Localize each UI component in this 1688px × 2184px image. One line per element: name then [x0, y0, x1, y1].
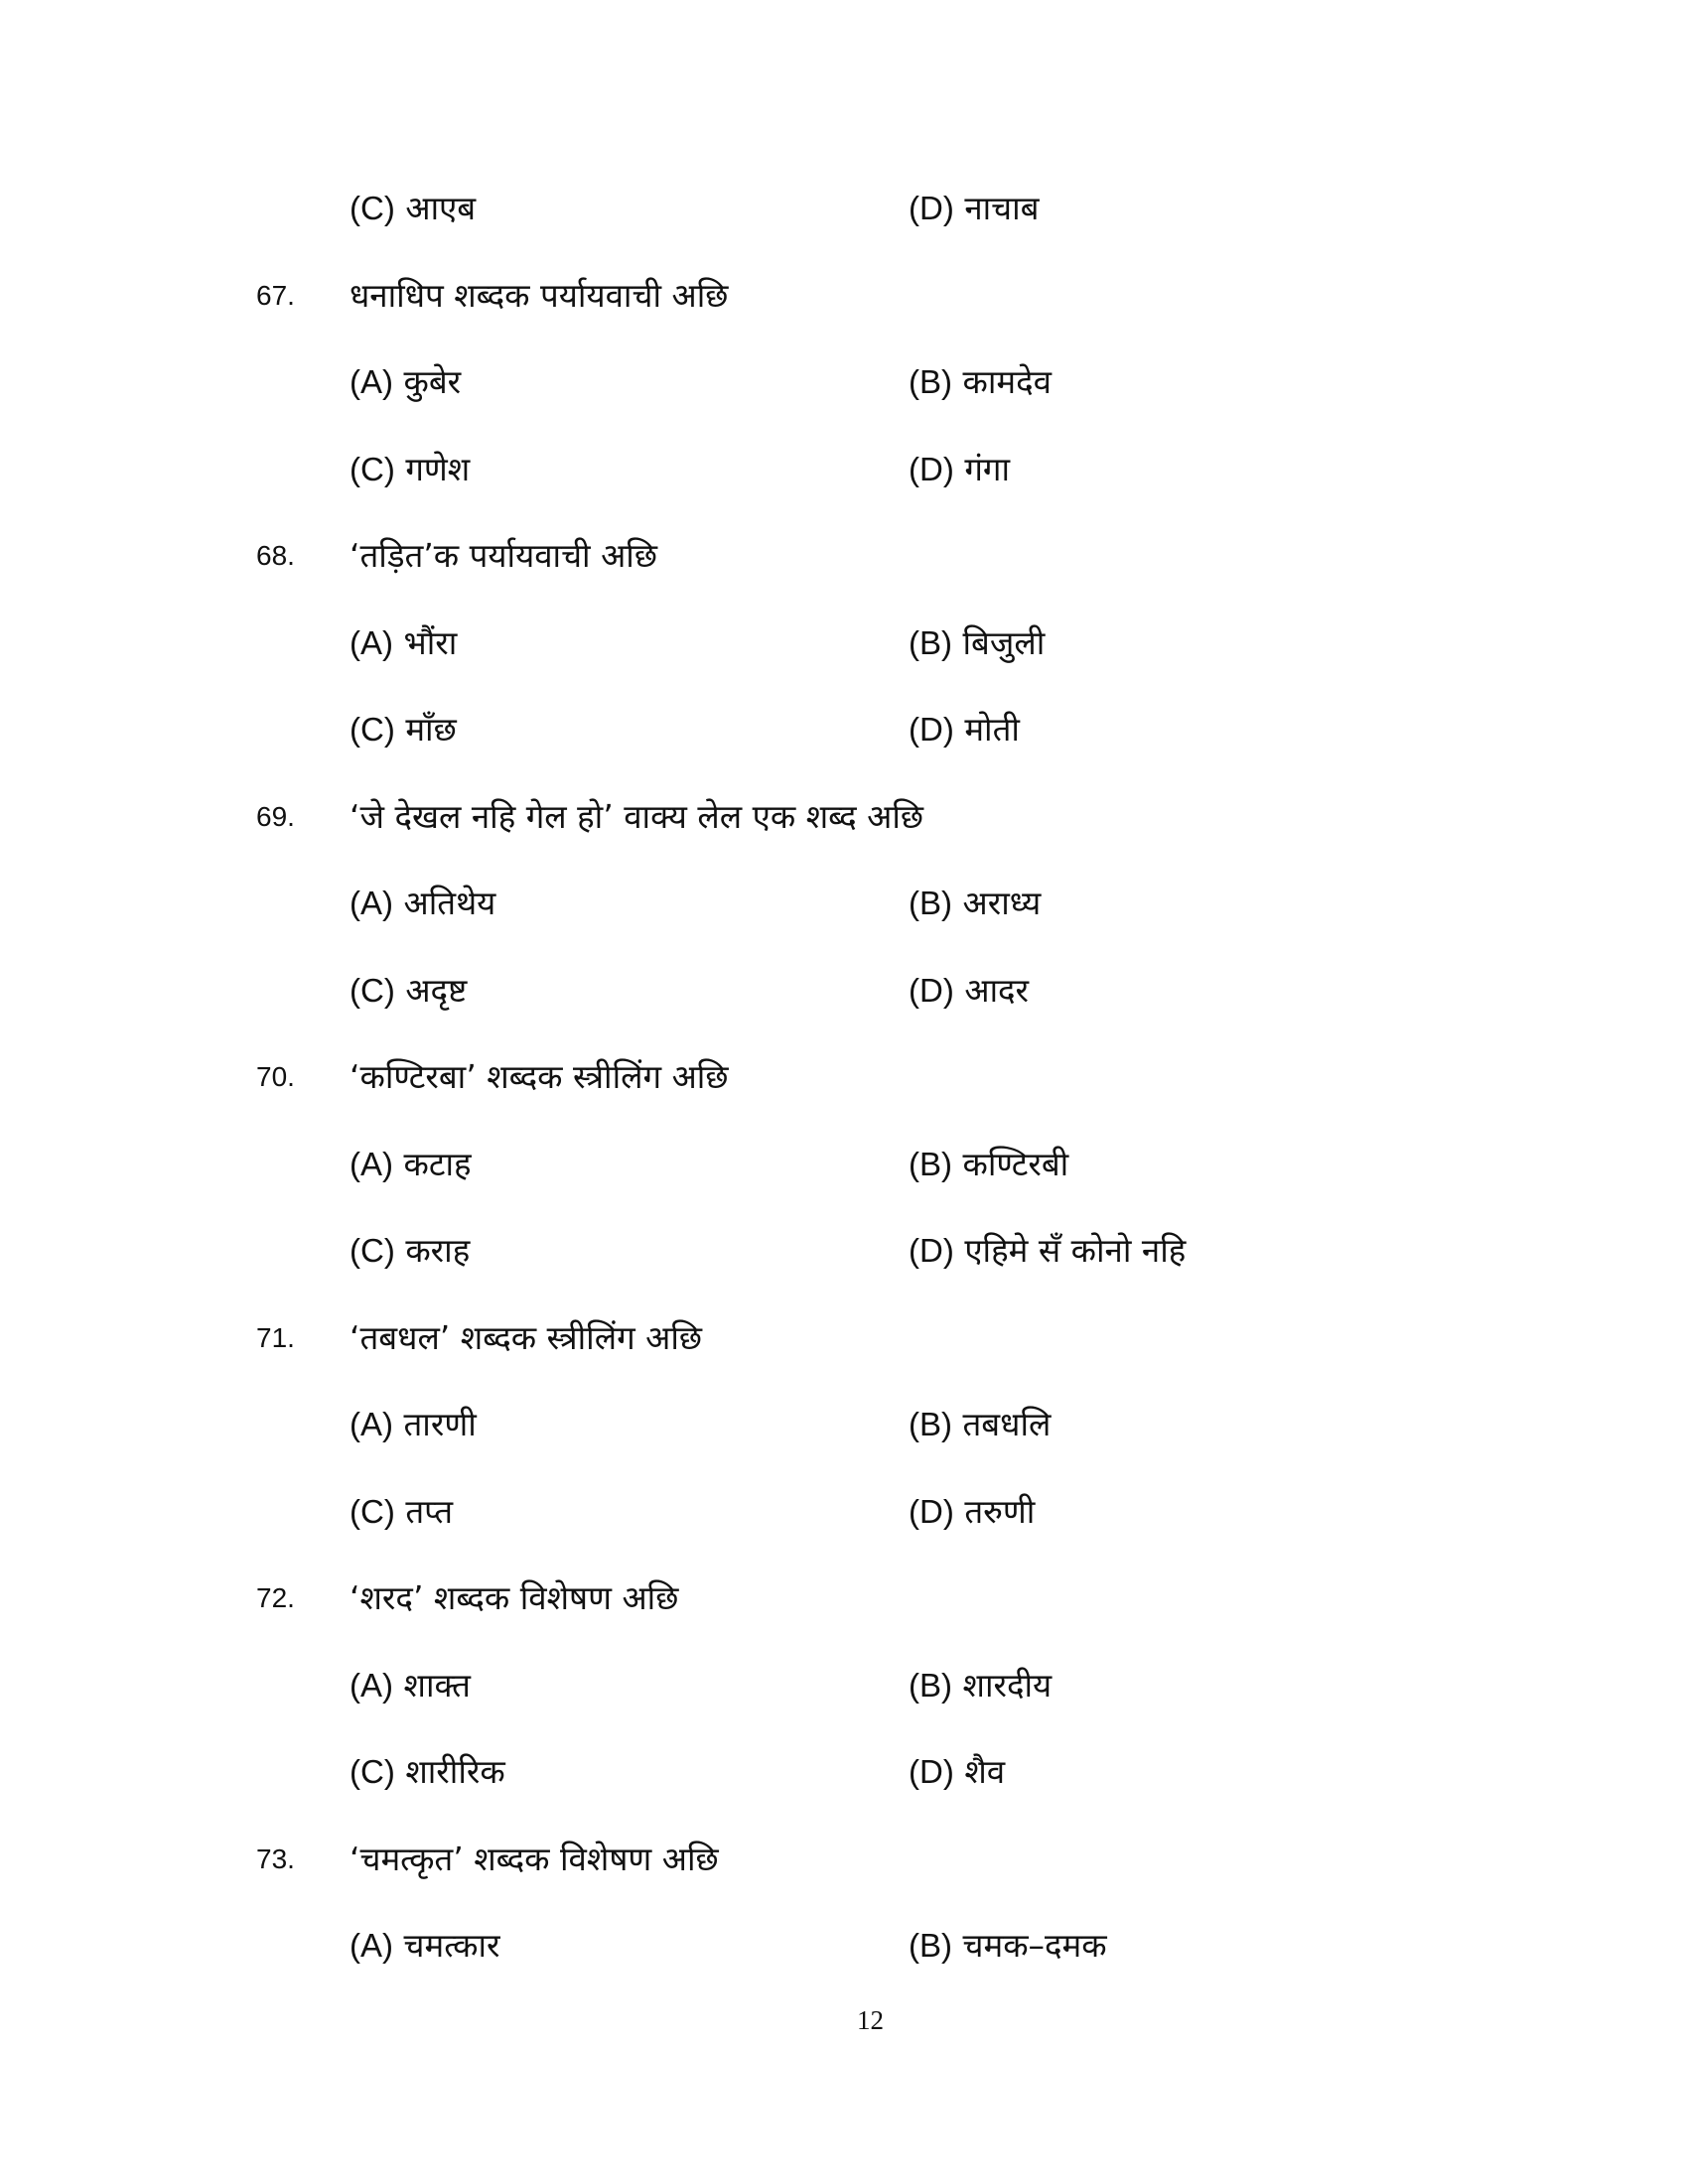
option-text: माँछ	[405, 710, 457, 749]
option-text: कराह	[405, 1231, 471, 1270]
question-row	[0, 1047, 1688, 1107]
question-text: ‘तड़ित’क पर्यायवाची अछि	[350, 536, 657, 575]
option-text: चमक–दमक	[962, 1926, 1107, 1965]
option	[909, 1395, 1051, 1454]
option	[909, 1742, 1005, 1802]
options-row	[0, 1482, 1688, 1542]
question-text: ‘तबधल’ शब्दक स्त्रीलिंग अछि	[350, 1317, 703, 1357]
option	[909, 1221, 1186, 1281]
option-label: (B)	[909, 1927, 952, 1964]
options-row	[0, 1656, 1688, 1715]
option-label: (C)	[350, 450, 395, 487]
option	[350, 961, 467, 1021]
question-text: ‘जे देखल नहि गेल हो’ वाक्य लेल एक शब्द अछि	[350, 796, 924, 836]
question-text: ‘शरद’ शब्दक विशेषण अछि	[350, 1578, 679, 1617]
option-label: (C)	[350, 971, 395, 1009]
option	[909, 614, 1045, 673]
option	[350, 1742, 505, 1802]
options-row	[0, 1916, 1688, 1976]
option	[909, 1482, 1035, 1542]
option-label: (B)	[909, 363, 952, 400]
options-row	[0, 1135, 1688, 1194]
option-label: (B)	[909, 623, 952, 661]
option-text: भौंरा	[403, 622, 458, 662]
options-row	[0, 961, 1688, 1021]
option-text: मोती	[964, 710, 1020, 749]
option-text: तप्त	[405, 1491, 454, 1531]
option-text: आदर	[964, 970, 1030, 1010]
option-label: (A)	[350, 1145, 393, 1182]
option-label: (A)	[350, 363, 393, 400]
option	[909, 179, 1040, 238]
question-number: 69.	[256, 800, 295, 832]
options-row	[0, 614, 1688, 673]
option-label: (C)	[350, 1492, 395, 1530]
option-text: कण्टिरबी	[962, 1144, 1069, 1183]
option-text: एहिमे सँ कोनो नहि	[964, 1231, 1187, 1270]
option	[350, 1656, 471, 1715]
option-label: (A)	[350, 623, 393, 661]
question-number: 70.	[256, 1061, 295, 1092]
option	[909, 700, 1020, 759]
option-label: (D)	[909, 711, 954, 748]
option-label: (A)	[350, 885, 393, 921]
option-text: गंगा	[964, 449, 1011, 488]
question-row	[0, 266, 1688, 326]
option	[909, 1135, 1068, 1194]
option	[350, 179, 476, 238]
question-row	[0, 787, 1688, 847]
option	[350, 352, 461, 412]
option	[350, 1916, 500, 1976]
question-row	[0, 526, 1688, 586]
question-text: ‘चमत्कृत’ शब्दक विशेषण अछि	[350, 1839, 719, 1878]
option-text: अदृष्ट	[405, 970, 468, 1010]
option-label: (B)	[909, 885, 952, 921]
option-text: कटाह	[403, 1144, 472, 1183]
option-text: अतिथेय	[403, 884, 496, 922]
option-label: (C)	[350, 1232, 395, 1269]
option-label: (D)	[909, 1232, 954, 1269]
option	[350, 874, 495, 933]
option-label: (A)	[350, 1927, 393, 1964]
option-text: गणेश	[405, 449, 471, 488]
option	[350, 1135, 472, 1194]
option-label: (D)	[909, 1492, 954, 1530]
option	[909, 440, 1010, 499]
option	[350, 700, 457, 759]
option-label: (C)	[350, 1753, 395, 1790]
question-number: 68.	[256, 540, 295, 571]
option-label: (D)	[909, 190, 954, 226]
options-row	[0, 1742, 1688, 1802]
option-text: शारीरिक	[405, 1752, 505, 1791]
question-row	[0, 1569, 1688, 1628]
option	[350, 1221, 470, 1281]
question-text: धनाधिप शब्दक पर्यायवाची अछि	[350, 275, 729, 315]
option	[909, 1656, 1052, 1715]
options-row	[0, 700, 1688, 759]
question-number: 67.	[256, 279, 295, 311]
option-label: (D)	[909, 450, 954, 487]
option-text: आएब	[405, 189, 477, 227]
option	[350, 614, 457, 673]
option-text: नाचाब	[964, 189, 1040, 227]
option-text: बिजुली	[962, 622, 1046, 662]
option-label: (D)	[909, 971, 954, 1009]
question-text: ‘कण्टिरबा’ शब्दक स्त्रीलिंग अछि	[350, 1057, 729, 1096]
question-number: 72.	[256, 1582, 295, 1613]
options-row	[0, 179, 1688, 238]
question-number: 71.	[256, 1321, 295, 1353]
option-text: शाक्त	[403, 1665, 471, 1705]
option-label: (B)	[909, 1406, 952, 1442]
options-row	[0, 874, 1688, 933]
option-text: तरुणी	[964, 1491, 1036, 1531]
option-label: (A)	[350, 1406, 393, 1442]
option	[350, 1482, 453, 1542]
options-row	[0, 352, 1688, 412]
question-row	[0, 1830, 1688, 1889]
option-text: कुबेर	[403, 362, 462, 401]
option	[350, 1395, 477, 1454]
option	[909, 961, 1029, 1021]
option	[909, 874, 1041, 933]
option	[350, 440, 470, 499]
option	[909, 352, 1052, 412]
question-number: 73.	[256, 1843, 295, 1874]
option	[909, 1916, 1107, 1976]
option-text: कामदेव	[962, 362, 1052, 401]
option-text: अराध्य	[962, 884, 1042, 922]
option-text: तबधलि	[962, 1405, 1052, 1443]
options-row	[0, 1221, 1688, 1281]
option-label: (B)	[909, 1145, 952, 1182]
option-text: शैव	[964, 1752, 1006, 1791]
page-number: 12	[857, 2005, 884, 2035]
option-label: (B)	[909, 1666, 952, 1704]
question-row	[0, 1308, 1688, 1368]
options-row	[0, 440, 1688, 499]
options-row	[0, 1395, 1688, 1454]
option-text: तारणी	[403, 1405, 477, 1443]
option-label: (C)	[350, 711, 395, 748]
option-text: चमत्कार	[403, 1926, 500, 1965]
option-label: (D)	[909, 1753, 954, 1790]
option-label: (A)	[350, 1666, 393, 1704]
option-text: शारदीय	[962, 1665, 1053, 1705]
option-label: (C)	[350, 190, 395, 226]
